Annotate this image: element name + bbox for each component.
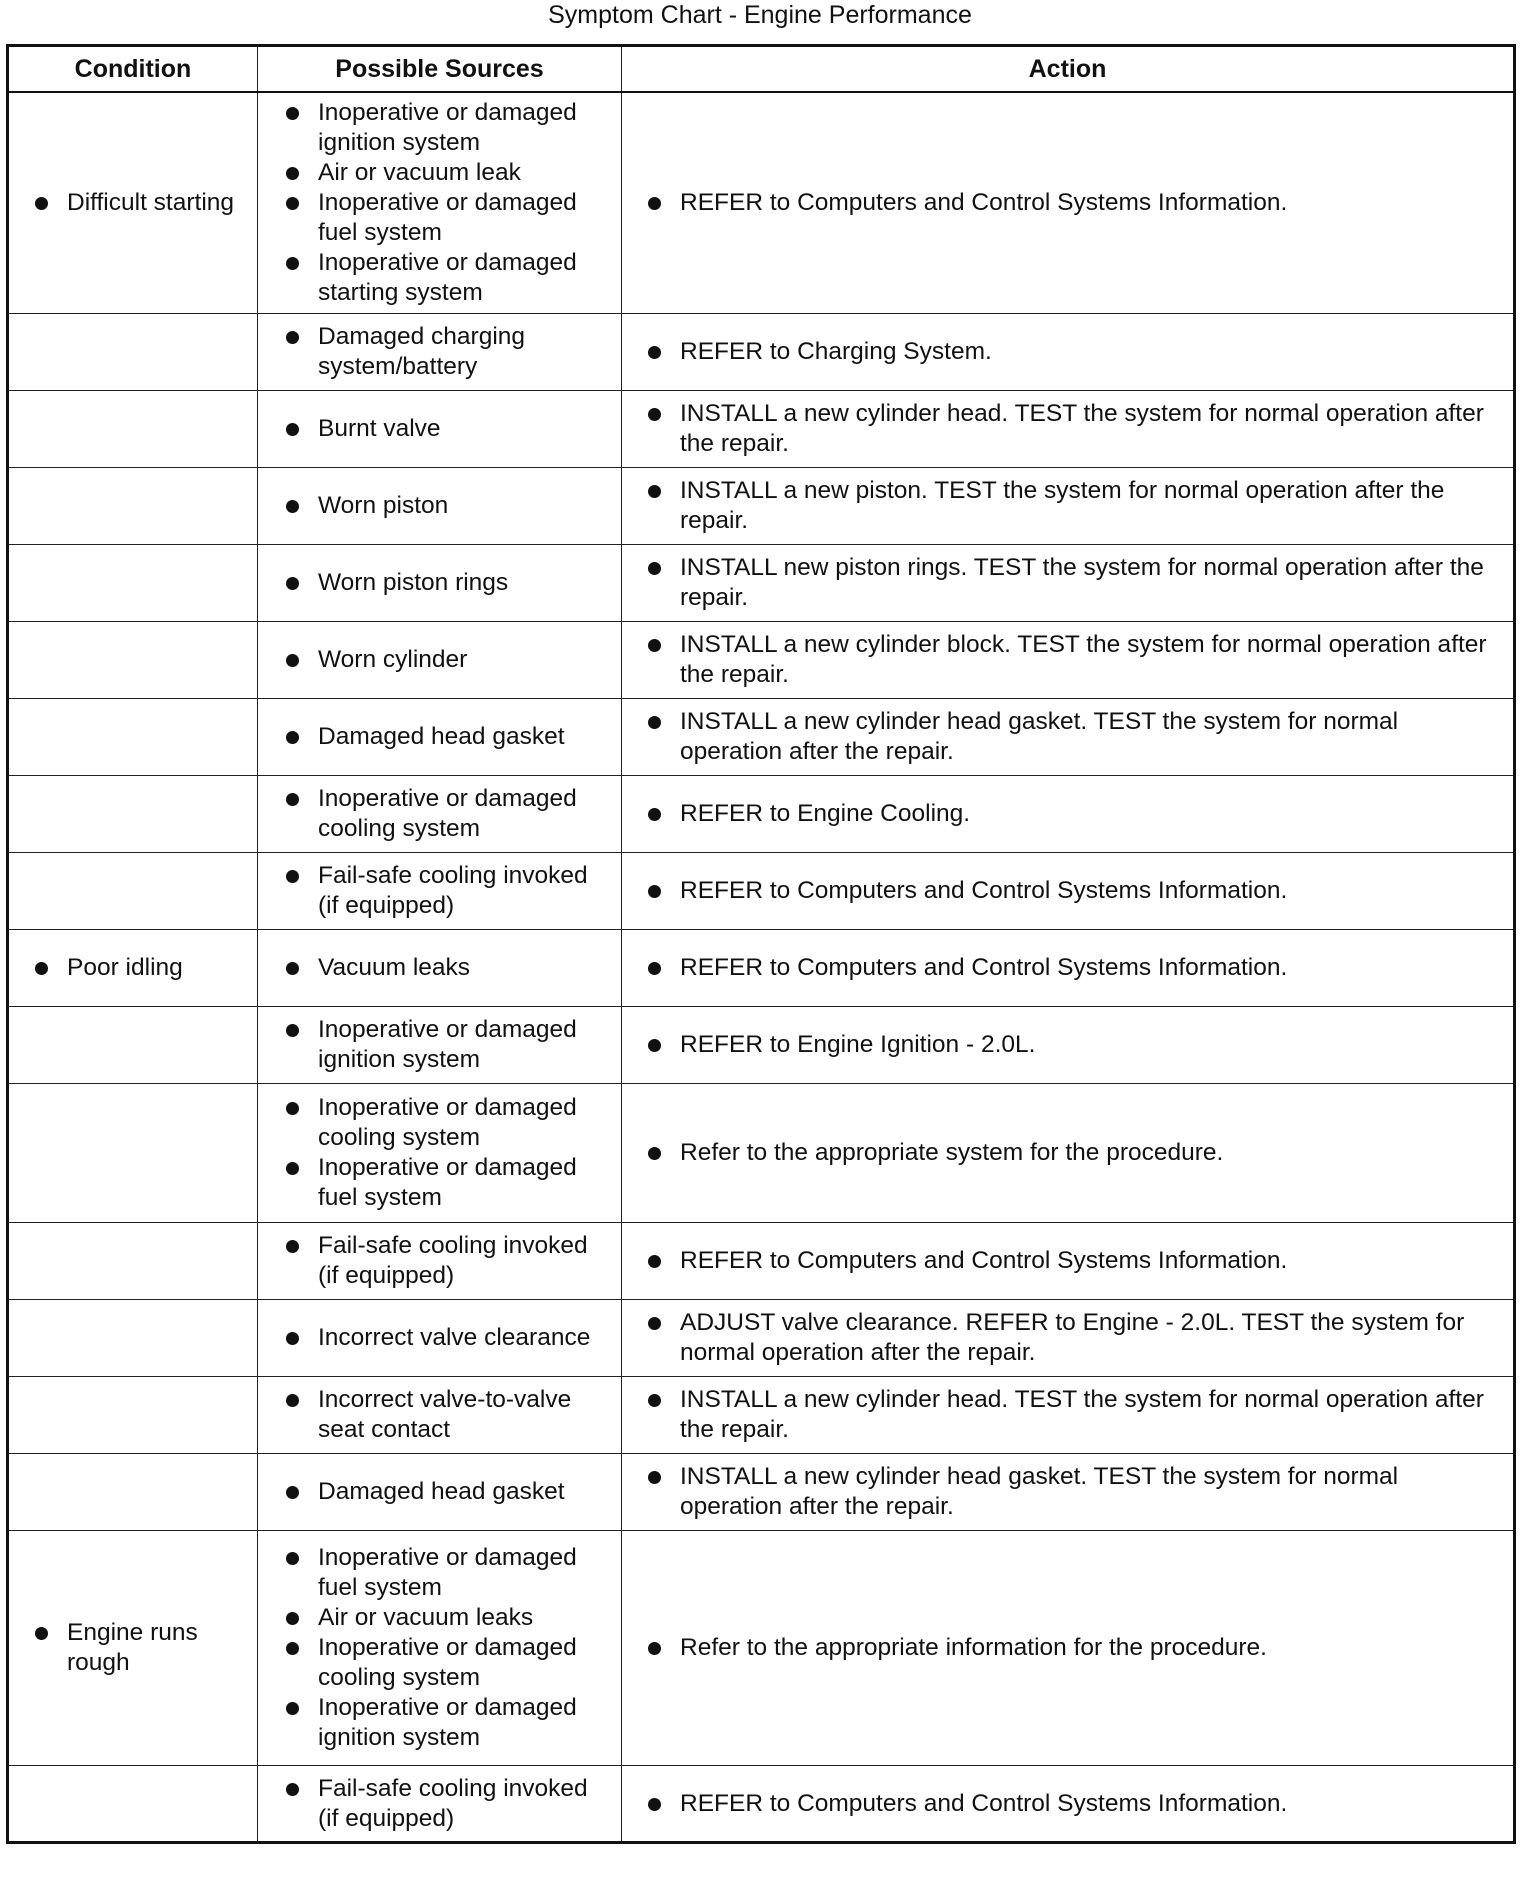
table-row <box>8 1454 1515 1531</box>
action-text: Refer to the appropriate information for the procedure. <box>680 1633 1499 1663</box>
action-cell <box>622 1377 1515 1454</box>
table-row <box>8 468 1515 545</box>
action-text: INSTALL a new cylinder head. TEST the system for normal operation after the repair. <box>680 1385 1499 1445</box>
action-cell <box>622 1454 1515 1531</box>
possible-sources-header: Possible Sources <box>258 46 622 93</box>
sources-list <box>258 948 621 988</box>
chart-body <box>8 92 1515 1843</box>
condition-cell <box>8 314 258 391</box>
source-item: Air or vacuum leaks <box>318 1603 611 1633</box>
action-cell <box>622 468 1515 545</box>
sources-list <box>258 486 621 526</box>
possible-sources-cell <box>258 776 622 853</box>
source-item: Fail-safe cooling invoked (if equipped) <box>318 1774 611 1834</box>
source-item: Inoperative or damaged starting system <box>318 248 611 308</box>
action-list <box>622 1242 1513 1280</box>
action-list <box>622 626 1513 694</box>
source-item: Inoperative or damaged ignition system <box>318 1015 611 1075</box>
action-text: REFER to Engine Ignition - 2.0L. <box>680 1030 1499 1060</box>
sources-list <box>258 1538 621 1758</box>
header-row <box>8 46 1515 93</box>
action-cell <box>622 545 1515 622</box>
table-row <box>8 1531 1515 1766</box>
condition-cell <box>8 1084 258 1223</box>
table-row <box>8 1766 1515 1843</box>
condition-cell <box>8 1766 258 1843</box>
source-item: Worn piston <box>318 491 611 521</box>
action-list <box>622 333 1513 371</box>
action-text: REFER to Computers and Control Systems Information. <box>680 1789 1499 1819</box>
sources-list <box>258 317 621 387</box>
possible-sources-cell <box>258 1377 622 1454</box>
condition-cell <box>8 622 258 699</box>
source-item: Inoperative or damaged fuel system <box>318 1153 611 1213</box>
action-list <box>622 395 1513 463</box>
source-item: Inoperative or damaged cooling system <box>318 784 611 844</box>
sources-list <box>258 717 621 757</box>
possible-sources-cell <box>258 468 622 545</box>
source-item: Worn piston rings <box>318 568 611 598</box>
action-cell <box>622 92 1515 314</box>
table-row <box>8 545 1515 622</box>
symptom-chart-table <box>6 44 1516 1844</box>
source-item: Inoperative or damaged cooling system <box>318 1093 611 1153</box>
table-row <box>8 776 1515 853</box>
action-list <box>622 1304 1513 1372</box>
action-list <box>622 703 1513 771</box>
action-cell <box>622 1223 1515 1300</box>
action-list <box>622 184 1513 222</box>
source-item: Damaged charging system/battery <box>318 322 611 382</box>
table-row <box>8 1084 1515 1223</box>
possible-sources-cell <box>258 545 622 622</box>
condition-cell <box>8 930 258 1007</box>
source-item: Worn cylinder <box>318 645 611 675</box>
sources-list <box>258 640 621 680</box>
possible-sources-cell <box>258 1223 622 1300</box>
action-text: INSTALL new piston rings. TEST the system for normal operation after the repair. <box>680 553 1499 613</box>
source-item: Incorrect valve clearance <box>318 1323 611 1353</box>
possible-sources-cell <box>258 622 622 699</box>
source-item: Fail-safe cooling invoked (if equipped) <box>318 1231 611 1291</box>
action-list <box>622 1458 1513 1526</box>
source-item: Inoperative or damaged ignition system <box>318 1693 611 1753</box>
condition-text: Difficult starting <box>67 188 245 218</box>
action-cell <box>622 314 1515 391</box>
sources-list <box>258 1226 621 1296</box>
action-text: REFER to Charging System. <box>680 337 1499 367</box>
condition-text: Engine runs rough <box>67 1618 245 1678</box>
action-list <box>622 1785 1513 1823</box>
page-title: Symptom Chart - Engine Performance <box>548 1 972 29</box>
source-item: Incorrect valve-to-valve seat contact <box>318 1385 611 1445</box>
action-cell <box>622 1300 1515 1377</box>
action-cell <box>622 1007 1515 1084</box>
sources-list <box>258 1318 621 1358</box>
condition-list <box>9 188 257 218</box>
action-cell <box>622 1531 1515 1766</box>
table-row <box>8 930 1515 1007</box>
sources-list <box>258 856 621 926</box>
sources-list <box>258 1380 621 1450</box>
possible-sources-cell <box>258 1084 622 1223</box>
sources-list <box>258 409 621 449</box>
source-item: Damaged head gasket <box>318 1477 611 1507</box>
condition-list <box>9 1618 257 1678</box>
action-text: INSTALL a new cylinder block. TEST the system for normal operation after the repair. <box>680 630 1499 690</box>
condition-cell <box>8 545 258 622</box>
table-row <box>8 92 1515 314</box>
action-list <box>622 949 1513 987</box>
action-text: INSTALL a new cylinder head gasket. TEST the system for normal operation after the repair. <box>680 707 1499 767</box>
table-row <box>8 1300 1515 1377</box>
possible-sources-cell <box>258 1531 622 1766</box>
source-item: Air or vacuum leak <box>318 158 611 188</box>
action-text: REFER to Computers and Control Systems Information. <box>680 953 1499 983</box>
source-item: Inoperative or damaged fuel system <box>318 188 611 248</box>
table-row <box>8 622 1515 699</box>
condition-cell <box>8 92 258 314</box>
possible-sources-cell <box>258 1766 622 1843</box>
sources-list <box>258 93 621 313</box>
action-cell <box>622 1084 1515 1223</box>
action-cell <box>622 1766 1515 1843</box>
action-list <box>622 472 1513 540</box>
action-text: INSTALL a new cylinder head. TEST the system for normal operation after the repair. <box>680 399 1499 459</box>
condition-cell <box>8 776 258 853</box>
action-cell <box>622 930 1515 1007</box>
possible-sources-cell <box>258 1007 622 1084</box>
sources-list <box>258 1472 621 1512</box>
possible-sources-cell <box>258 314 622 391</box>
table-row <box>8 1223 1515 1300</box>
action-cell <box>622 622 1515 699</box>
possible-sources-cell <box>258 1454 622 1531</box>
sources-list <box>258 779 621 849</box>
possible-sources-cell <box>258 391 622 468</box>
source-item: Inoperative or damaged ignition system <box>318 98 611 158</box>
source-item: Vacuum leaks <box>318 953 611 983</box>
action-list <box>622 872 1513 910</box>
condition-text: Poor idling <box>67 953 245 983</box>
condition-cell <box>8 1377 258 1454</box>
table-row <box>8 853 1515 930</box>
table-row <box>8 1377 1515 1454</box>
action-text: Refer to the appropriate system for the procedure. <box>680 1138 1499 1168</box>
action-list <box>622 549 1513 617</box>
action-list <box>622 1381 1513 1449</box>
sources-list <box>258 1010 621 1080</box>
sources-list <box>258 1769 621 1839</box>
table-row <box>8 1007 1515 1084</box>
condition-cell <box>8 1223 258 1300</box>
action-text: INSTALL a new cylinder head gasket. TEST the system for normal operation after the repair. <box>680 1462 1499 1522</box>
action-text: ADJUST valve clearance. REFER to Engine - 2.0L. TEST the system for normal operation after the repair. <box>680 1308 1499 1368</box>
condition-header: Condition <box>8 46 258 93</box>
condition-cell <box>8 699 258 776</box>
source-item: Inoperative or damaged cooling system <box>318 1633 611 1693</box>
condition-cell <box>8 1454 258 1531</box>
action-cell <box>622 391 1515 468</box>
action-list <box>622 1026 1513 1064</box>
action-cell <box>622 699 1515 776</box>
action-text: REFER to Computers and Control Systems Information. <box>680 1246 1499 1276</box>
source-item: Burnt valve <box>318 414 611 444</box>
action-text: REFER to Engine Cooling. <box>680 799 1499 829</box>
table-row <box>8 391 1515 468</box>
possible-sources-cell <box>258 1300 622 1377</box>
action-text: REFER to Computers and Control Systems Information. <box>680 876 1499 906</box>
possible-sources-cell <box>258 853 622 930</box>
condition-cell <box>8 391 258 468</box>
action-text: REFER to Computers and Control Systems Information. <box>680 188 1499 218</box>
table-row <box>8 314 1515 391</box>
possible-sources-cell <box>258 699 622 776</box>
condition-list <box>9 953 257 983</box>
action-cell <box>622 776 1515 853</box>
sources-list <box>258 563 621 603</box>
sources-list <box>258 1088 621 1218</box>
action-list <box>622 795 1513 833</box>
action-list <box>622 1629 1513 1667</box>
possible-sources-cell <box>258 930 622 1007</box>
source-item: Damaged head gasket <box>318 722 611 752</box>
condition-cell <box>8 1531 258 1766</box>
action-cell <box>622 853 1515 930</box>
condition-cell <box>8 468 258 545</box>
source-item: Fail-safe cooling invoked (if equipped) <box>318 861 611 921</box>
table-row <box>8 699 1515 776</box>
condition-cell <box>8 1007 258 1084</box>
source-item: Inoperative or damaged fuel system <box>318 1543 611 1603</box>
condition-cell <box>8 853 258 930</box>
action-text: INSTALL a new piston. TEST the system for normal operation after the repair. <box>680 476 1499 536</box>
condition-cell <box>8 1300 258 1377</box>
action-list <box>622 1134 1513 1172</box>
action-header: Action <box>622 46 1515 93</box>
possible-sources-cell <box>258 92 622 314</box>
